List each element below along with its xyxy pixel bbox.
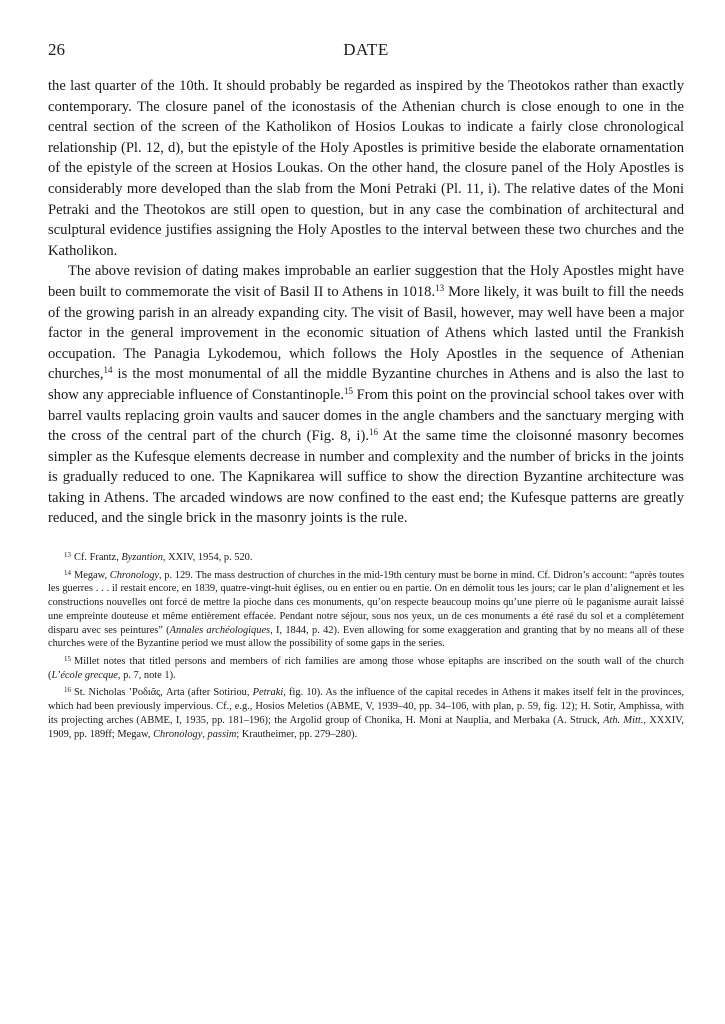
footnote-number: 13 [64, 551, 71, 560]
italic-text: Byzantion [121, 552, 163, 564]
footnote-reference: 14 [103, 365, 113, 376]
footnote-text: ; Krautheimer, pp. 279–280). [236, 728, 358, 740]
body-text [48, 76, 684, 529]
footnote [48, 551, 684, 565]
footnote-text: Cf. Frantz, [74, 552, 122, 564]
italic-text: Petraki [252, 687, 284, 699]
footnote-text: St. Nicholas ’Ροδιᾶς, Arta (after Sotiriou, [74, 687, 253, 699]
body-paragraph [48, 76, 684, 261]
footnote-text: , XXIV, 1954, p. 520. [162, 552, 253, 564]
footnotes [48, 551, 684, 741]
footnote [48, 655, 684, 682]
running-head [48, 40, 684, 64]
footnote-reference: 16 [369, 427, 378, 438]
running-title: DATE [343, 40, 389, 59]
text-run: More likely, it was built to fill the needs of the growing parish in an already expanding city. The visit of Basil, however, may well have been a major factor in the general improvement in the economic situation of Athens which lasted until the Frankish occupation. The Panagia Lykodemou, which follows the Holy Apostles in the sequence of Athenian churches, [48, 283, 684, 383]
text-run: From this point on the provincial school takes over with barrel vaults replacing groin vaults and saucer domes in the angle chambers and the sanctuary merging with the cross of the central part of the church (Fig. 8, i). [48, 386, 685, 445]
footnote-text: , XXXIV, 1909, pp. 189ff; Megaw, [48, 714, 685, 740]
italic-text: L’école grecque [51, 669, 118, 681]
footnote [48, 686, 684, 741]
italic-text: Chronology [153, 728, 203, 740]
text-run: The above revision of dating makes improbable an earlier suggestion that the Holy Apostles might have been built to commemorate the visit of Basil II to Athens in 1018. [48, 263, 684, 300]
text-run: At the same time the cloisonné masonry becomes simpler as the Kufesque elements decrease in number and complexity and the number of bricks in the joints is gradually reduced to one. The Kapnikarea will suffice to show the direction Byzantine architecture was taking in Athens. The arcaded windows are now confined to the east end; the Kufesque patterns are greatly reduced, and the single brick in the masonry joints is the rule. [48, 428, 684, 527]
italic-text: Ath. Mitt. [603, 714, 644, 726]
footnote-text: , p. 129. The mass destruction of churches in the mid-19th century must be borne in mind. Cf. Didron’s account: “après toutes les guerres . . . il restait encore, en 1839, quatre-vingt-huit églises, ou en entier ou en partie. On en démolit tous les jours; car le plan d’alignement et les constructions nouvelles ont forcé de mettre la pioche dans ces monuments, qu’on respecte beaucoup moins qu’une pierre où le paganisme aurait laissé une empreinte douteuse et même entièrement effacée. Pendant notre séjour, sous nos yeux, un de ces monuments a été rasé du sol et a complètement disparu avec ses peintures” ( [48, 569, 684, 636]
footnote-text: , fig. 10). As the influence of the capital recedes in Athens it makes itself felt in the provinces, which had been previously impervious. Cf., e.g., Hosios Meletios (ABME, V, 1939–40, pp. 34–106, with plan, p. 59, fig. 12); H. Sotir, Amphissa, with its projecting arches (ABME, I, 1935, pp. 181–196); the Argolid group of Chonika, H. Moni at Nauplia, and Merbaka (A. Struck, [48, 687, 684, 726]
footnote-text: Millet notes that titled persons and members of rich families are among those whose epitaphs are inscribed on the south wall of the church ( [48, 655, 684, 681]
footnote-reference: 15 [343, 385, 353, 396]
text-run: is the most monumental of all the middle Byzantine churches in Athens and is also the last to show any appreciable influence of Constantinople. [48, 366, 684, 403]
footnote-reference: 13 [435, 282, 445, 293]
footnote-text: , p. 7, note 1). [117, 669, 176, 681]
body-paragraph [48, 261, 684, 529]
footnote-number: 14 [64, 568, 71, 577]
footnote [48, 569, 684, 651]
book-page [48, 40, 684, 745]
footnote-number: 15 [64, 654, 71, 663]
italic-text: Annales archéologiques [169, 624, 271, 636]
footnote-text: , I, 1844, p. 42). Even allowing for some exaggeration and granting that by no means all of these churches were of the Byzantine period we must allow the possibility of some gaps in the series. [48, 624, 684, 650]
page-number: 26 [48, 40, 65, 59]
footnote-text: , [202, 728, 208, 740]
text-run: the last quarter of the 10th. It should probably be regarded as inspired by the Theotokos rather than exactly contemporary. The closure panel of the iconostasis of the Athenian church is close enough to one in the central section of the screen of the Katholikon of Hosios Loukas to indicate a fairly close chronological relationship (Pl. 12, d), but the epistyle of the Holy Apostles is primitive beside the elaborate ornamentation of the epistyle of the screen at Hosios Loukas. On the other hand, the closure panel of the Holy Apostles is considerably more developed than the slab from the Moni Petraki (Pl. 11, i). The relative dates of the Moni Petraki and the Theotokos are still open to question, but in any case the combination of architectural and sculptural evidence justifies assigning the Holy Apostles to the interval between these two churches and the Katholikon. [48, 78, 684, 259]
italic-text: passim [207, 728, 237, 740]
footnote-text: Megaw, [74, 569, 110, 581]
footnote-number: 16 [64, 686, 71, 695]
italic-text: Chronology [109, 569, 160, 581]
